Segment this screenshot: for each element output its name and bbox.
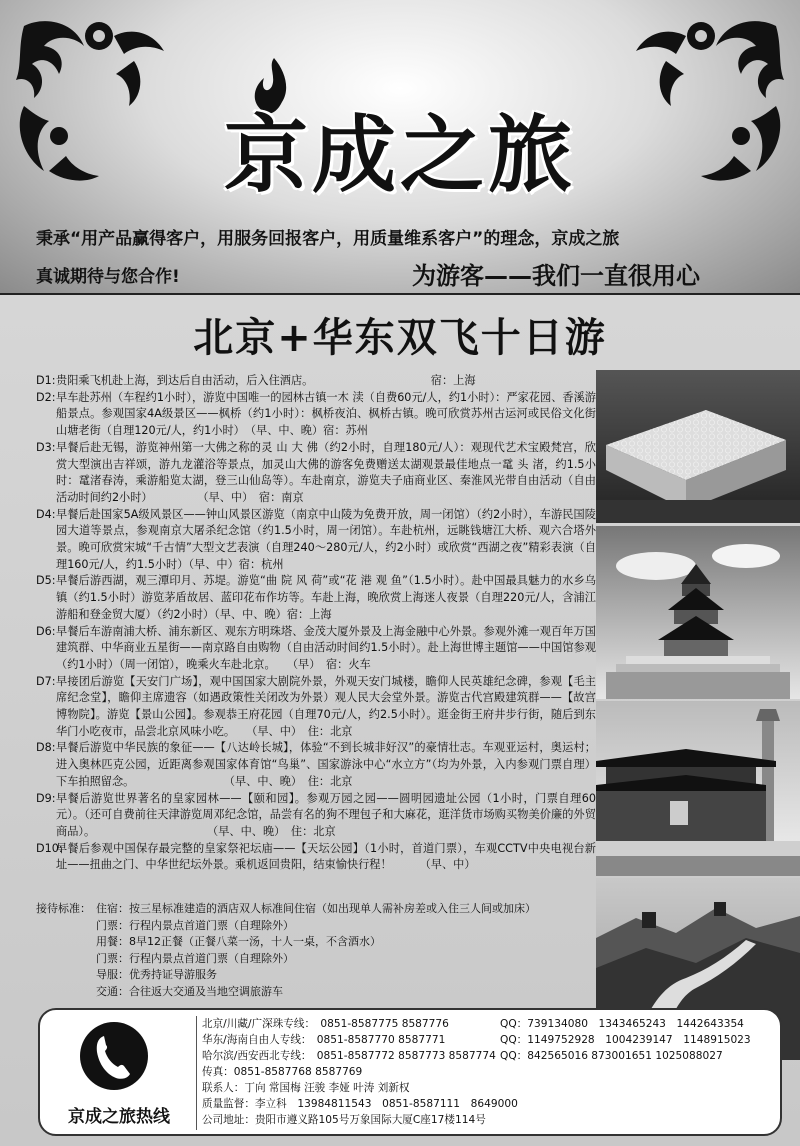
- day-id: D2:: [36, 390, 56, 404]
- itinerary: [36, 373, 596, 874]
- terms-row: [36, 901, 596, 918]
- brand-title: 京成之旅: [223, 106, 576, 204]
- terms-label: 交通：: [96, 984, 129, 998]
- itinerary-day: [36, 674, 596, 741]
- terms-label: 门票：: [96, 951, 129, 965]
- terms-text: 按三星标准建造的酒店双人标准间住宿（如出现单人需补房差或入住三人间或加床）: [129, 902, 536, 915]
- telephone-icon: [78, 1020, 150, 1092]
- terms-label: 导服：: [96, 968, 129, 981]
- contact-text: 北京/川藏/广深珠专线： 0851-8587775 8587776: [202, 1018, 449, 1030]
- day-text: 早餐后游西湖，观三潭印月、苏堤。游览“曲 院 风 荷”或“花 港 观 鱼”（1.5小时）。赴中国最具魅力的水乡乌 镇（约1.5小时）游览茅盾故居、蓝印花布作坊等。车赴上海，晚欣赏上海迷人夜景（自理220元/人，含浦江游船和登金贸大厦）（约2小时）（早、中、晚）宿：上海: [56, 574, 596, 621]
- terms-row: [36, 967, 596, 984]
- tiananmen-photo: [596, 701, 800, 876]
- day-id: D7:: [36, 674, 56, 688]
- terms-row: [36, 918, 596, 935]
- terms-title: 接待标准：: [36, 902, 91, 915]
- contact-divider: [196, 1016, 197, 1130]
- route-title: 北京+华东双飞十日游: [193, 315, 607, 361]
- flyer-header: [0, 0, 800, 295]
- day-text: 早餐后车游南浦大桥、浦东新区、观东方明珠塔、金茂大厦外景及上海金融中心外景。参观外滩一观百年万国建筑群、中华商业五星街——南京路自由购物（自由活动时间约1.5小时）。赴上海世博主题馆——中国馆参观（约1小时）（周一闭馆），晚乘火车赴北京。 （早） 宿：火车: [56, 624, 596, 671]
- contact-text: 传真：0851-8587768 8587769: [202, 1066, 363, 1078]
- slogan-line-1: 秉承“用产品赢得客户，用服务回报客户，用质量维系客户”的理念，京成之旅: [36, 229, 620, 249]
- day-text: 早车赴苏州（车程约1小时），游览中国唯一的园林古镇一木 渎（自费60元/人，约1小时）：严家花园、香溪游船景点。参观国家4A级景区——枫桥（约1小时）：枫桥夜泊、枫桥古镇。晚可欣赏苏州古运河或民俗文化街山塘老街（自理120元/人，约1小时） （早、中、晚）宿：苏州: [56, 390, 596, 438]
- day-id: D6:: [36, 624, 56, 638]
- reception-standards: [36, 901, 596, 1000]
- day-id: D5:: [36, 574, 56, 588]
- slogan-line-2: 真诚期待与您合作!: [36, 267, 180, 287]
- terms-text: 合往返大交通及当地空调旅游车: [129, 984, 283, 998]
- terms-label: 住宿：: [96, 902, 129, 915]
- day-text: 早餐后游览世界著名的皇家园林——【颐和园】。参观万园之园——圆明园遗址公园（1小时，门票自理60元）。（还可自费前往天津游览周邓纪念馆，品尝有名的狗不理包子和大麻花，逛洋货市场购买物美价廉的外贸商品）。 （早、中、晚） 住：北京: [56, 791, 596, 838]
- temple-of-heaven-photo: [596, 526, 800, 699]
- contact-qq: QQ：739134080 1343465243 1442643354: [500, 1018, 744, 1030]
- contact-qq: QQ：842565016 873001651 1025088027: [500, 1050, 723, 1062]
- contact-line: [202, 1080, 778, 1096]
- day-text: 早接团后游览【天安门广场】，观中国国家大剧院外景，外观天安门城楼，瞻仰人民英雄纪念碑，参观【毛主席纪念堂】，瞻仰主席遗容（如遇政策性关闭改为外景）观人民大会堂外景。游览古代宫殿建筑群——【故宫博物院】。游览【景山公园】。参观恭王府花园（自理70元/人，约2.5小时）。逛金街王府井步行街，随后到东华门小吃夜市，品尝北京风味小吃。 （早、中） 住：北京: [56, 674, 596, 738]
- itinerary-day: [36, 440, 596, 507]
- terms-text: 8早12正餐（正餐八菜一汤，十人一桌，不含酒水）: [129, 935, 381, 948]
- day-text: 早餐后赴无锡，游览神州第一大佛之称的灵 山 大 佛（约2小时，自理180元/人）：观现代艺术宝殿梵宫，欣赏大型演出吉祥颂，游九龙灌浴等景点，加灵山大佛的游客免费赠送太湖观景最佳地点一鼋 头 渚，约1.5小时：鼋渚春涛，乘游船览太湖，登三山仙岛等）。车赴南京，游览夫子庙商业区、秦淮风光带自由活动（自由活动时间约2小时） （早、中） 宿：南京: [56, 440, 596, 504]
- day-id: D3:: [36, 440, 56, 454]
- day-text: 早餐后游览中华民族的象征——【八达岭长城】，体验“不到长城非好汉”的豪情壮志。车观亚运村，奥运村；进入奥林匹克公园，近距离参观国家体育馆“鸟巢”、国家游泳中心“水立方”（均为外景，入内参观门票自理）下车拍照留念。 （早、中、晚） 住：北京: [56, 741, 596, 788]
- itinerary-day: [36, 740, 596, 790]
- hotline-label: 京成之旅热线: [68, 1107, 170, 1127]
- contact-box: [38, 1008, 782, 1136]
- contact-line: [202, 1048, 778, 1064]
- itinerary-day: [36, 507, 596, 574]
- terms-text: 优秀持证导游服务: [129, 968, 217, 981]
- contact-text: 公司地址：贵阳市遵义路105号万象国际大厦C座17楼114号: [202, 1114, 486, 1126]
- contact-text: 华东/海南自由人专线： 0851-8587770 8587771: [202, 1034, 446, 1046]
- contact-qq: QQ：1149752928 1004239147 1148915023: [500, 1034, 751, 1046]
- terms-row: [36, 984, 596, 1001]
- day-id: D4:: [36, 507, 56, 521]
- terms-text: 行程内景点首道门票（自理除外）: [129, 918, 294, 932]
- contact-line: [202, 1032, 778, 1048]
- water-cube-photo: [596, 370, 800, 523]
- day-id: D8:: [36, 741, 56, 755]
- terms-text: 行程内景点首道门票（自理除外）: [129, 951, 294, 965]
- day-text: 贵阳乘飞机赴上海，到达后自由活动，后入住酒店。 宿：上海: [56, 374, 476, 387]
- contact-text: 质量监督：李立科 13984811543 0851-8587111 8649000: [202, 1098, 518, 1110]
- day-text: 早餐后赴国家5A级风景区——钟山风景区游览（南京中山陵为免费开放，周一闭馆）（约2小时），车游民国陵园大道等景点，参观南京大屠杀纪念馆（约1.5小时，周一闭馆）。车赴杭州，远眺钱塘江大桥、观六合塔外景。晚可欣赏宋城“千古情”大型文艺表演（自理240～280元/人，约2小时）或欣赏“西湖之夜”精彩表演（自理160元/人，约1.5小时）（早、中）宿：杭州: [56, 507, 596, 571]
- day-text: 早餐后参观中国保存最完整的皇家祭祀坛庙——【天坛公园】（1小时，首道门票），车观CCTV中央电视台新址——扭曲之门、中华世纪坛外景。乘机返回贵阳，结束愉快行程！ （早、中）: [56, 841, 596, 872]
- day-id: D9:: [36, 791, 56, 805]
- contact-line: [202, 1096, 778, 1112]
- terms-label: 用餐：: [96, 935, 129, 948]
- day-id: D10:: [36, 841, 63, 855]
- contact-line: [202, 1064, 778, 1080]
- slogan-line-3: 为游客——我们一直很用心: [412, 262, 700, 290]
- contact-lines: [202, 1016, 778, 1128]
- terms-row: [36, 951, 596, 968]
- contact-text: 联系人：丁向 常国梅 汪骏 李娅 叶涛 刘新权: [202, 1082, 410, 1094]
- contact-text: 哈尔滨/西安西北专线： 0851-8587772 8587773 8587774: [202, 1050, 496, 1062]
- terms-row: [36, 934, 596, 951]
- itinerary-day: [36, 573, 596, 623]
- itinerary-day: [36, 390, 596, 440]
- itinerary-day: [36, 373, 596, 390]
- contact-line: [202, 1112, 778, 1128]
- day-id: D1:: [36, 374, 56, 387]
- itinerary-day: [36, 791, 596, 841]
- hotline-panel: [44, 1014, 194, 1132]
- itinerary-day: [36, 624, 596, 674]
- contact-line: [202, 1016, 778, 1032]
- itinerary-day: [36, 841, 596, 874]
- terms-label: 门票：: [96, 918, 129, 932]
